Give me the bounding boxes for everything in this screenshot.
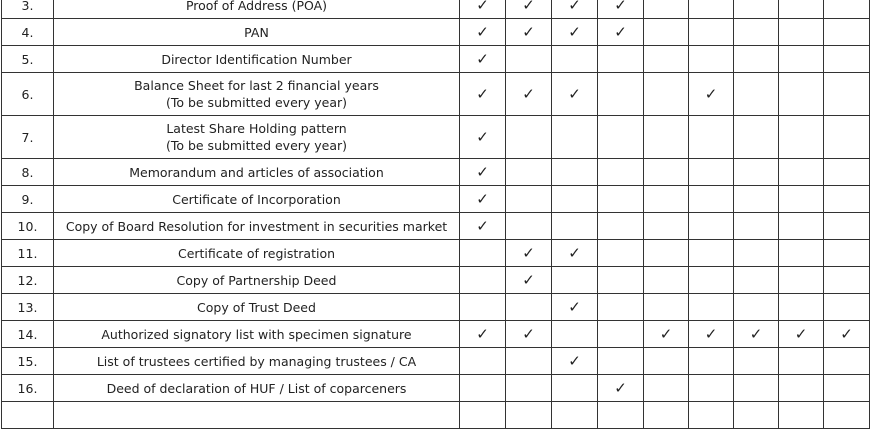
checkmark-cell (460, 19, 506, 46)
empty-cell (644, 213, 689, 240)
empty-cell (824, 267, 870, 294)
empty-cell (552, 321, 598, 348)
checkmark-cell (460, 46, 506, 73)
empty-cell (460, 240, 506, 267)
checkmark-icon: ✓ (568, 22, 581, 41)
document-name-cell (54, 46, 460, 73)
checkmark-icon: ✓ (522, 84, 535, 103)
empty-cell (689, 402, 734, 429)
table-row (2, 46, 870, 73)
empty-cell (506, 116, 552, 159)
empty-cell (689, 46, 734, 73)
empty-cell (779, 348, 824, 375)
document-name-line: Certificate of Incorporation (172, 191, 341, 207)
empty-cell (734, 73, 779, 116)
empty-cell (460, 375, 506, 402)
document-name-line: PAN (244, 24, 269, 40)
document-name-cell (54, 116, 460, 159)
empty-cell (689, 375, 734, 402)
empty-cell (689, 267, 734, 294)
checkmark-cell (506, 73, 552, 116)
empty-cell (824, 186, 870, 213)
empty-cell (552, 186, 598, 213)
checkmark-icon: ✓ (704, 84, 718, 103)
serial-number-cell: 8. (2, 159, 54, 186)
empty-cell (598, 267, 644, 294)
document-name-cell (54, 402, 460, 429)
empty-cell (734, 267, 779, 294)
empty-cell (824, 240, 870, 267)
empty-cell (734, 240, 779, 267)
checkmark-icon: ✓ (476, 49, 489, 68)
empty-cell (598, 402, 644, 429)
empty-cell (779, 46, 824, 73)
document-name-line: (To be submitted every year) (165, 95, 348, 110)
empty-cell (598, 321, 644, 348)
empty-cell (779, 0, 824, 19)
checkmark-icon: ✓ (476, 216, 489, 235)
empty-cell (552, 402, 598, 429)
empty-cell (824, 375, 870, 402)
empty-cell (598, 73, 644, 116)
empty-cell (779, 375, 824, 402)
serial-number-cell: 6. (2, 73, 54, 116)
checkmark-icon: ✓ (568, 297, 581, 316)
empty-cell (644, 402, 689, 429)
empty-cell (689, 294, 734, 321)
empty-cell (779, 402, 824, 429)
serial-number-cell: 10. (2, 213, 54, 240)
empty-cell (734, 19, 779, 46)
empty-cell (824, 294, 870, 321)
empty-cell (506, 46, 552, 73)
table-row (2, 186, 870, 213)
document-name-cell (54, 294, 460, 321)
checkmark-icon: ✓ (568, 351, 581, 370)
empty-cell (506, 159, 552, 186)
empty-cell (460, 348, 506, 375)
empty-cell (598, 348, 644, 375)
empty-cell (506, 348, 552, 375)
serial-number-cell: 14. (2, 321, 54, 348)
empty-cell (734, 294, 779, 321)
checkmark-cell (506, 240, 552, 267)
checkmark-icon: ✓ (840, 324, 853, 343)
empty-cell (598, 240, 644, 267)
checkmark-icon: ✓ (794, 324, 808, 343)
empty-cell (689, 213, 734, 240)
document-name-cell (54, 213, 460, 240)
document-name-cell (54, 19, 460, 46)
empty-cell (552, 213, 598, 240)
document-name-cell (54, 159, 460, 186)
empty-cell (824, 73, 870, 116)
document-name-cell (54, 73, 460, 116)
serial-number-cell: 4. (2, 19, 54, 46)
table-row (2, 159, 870, 186)
empty-cell (506, 186, 552, 213)
empty-cell (598, 186, 644, 213)
empty-cell (644, 73, 689, 116)
table-body (2, 0, 870, 429)
empty-cell (644, 267, 689, 294)
document-name-line: Copy of Partnership Deed (176, 272, 337, 288)
checkmark-cell (460, 0, 506, 19)
checkmark-cell (598, 0, 644, 19)
empty-cell (779, 19, 824, 46)
empty-cell (689, 159, 734, 186)
table-row (2, 348, 870, 375)
checkmark-cell (460, 116, 506, 159)
document-name-line: (To be submitted every year) (165, 138, 348, 153)
checkmark-cell (460, 186, 506, 213)
empty-cell (779, 294, 824, 321)
table-row (2, 19, 870, 46)
empty-cell (552, 375, 598, 402)
empty-cell (644, 159, 689, 186)
empty-cell (779, 159, 824, 186)
empty-cell (460, 402, 506, 429)
empty-cell (506, 213, 552, 240)
empty-cell (598, 294, 644, 321)
serial-number-cell: 13. (2, 294, 54, 321)
empty-cell (734, 159, 779, 186)
empty-cell (552, 46, 598, 73)
empty-cell (644, 375, 689, 402)
empty-cell (734, 0, 779, 19)
empty-cell (598, 116, 644, 159)
table-row (2, 116, 870, 159)
empty-cell (689, 348, 734, 375)
empty-cell (734, 116, 779, 159)
serial-number-cell (2, 402, 54, 429)
checkmark-cell (552, 294, 598, 321)
document-name-cell (54, 348, 460, 375)
checkmark-cell (824, 321, 870, 348)
serial-number-cell: 15. (2, 348, 54, 375)
table-row (2, 375, 870, 402)
empty-cell (779, 240, 824, 267)
serial-number-cell: 11. (2, 240, 54, 267)
empty-cell (824, 348, 870, 375)
table-row (2, 267, 870, 294)
document-name-line: List of trustees certified by managing trustees / CA (96, 353, 417, 369)
empty-cell (779, 267, 824, 294)
checkmark-cell (506, 321, 552, 348)
document-name-cell (54, 375, 460, 402)
serial-number-cell: 7. (2, 116, 54, 159)
empty-cell (824, 116, 870, 159)
document-name-cell (54, 321, 460, 348)
checkmark-cell (460, 159, 506, 186)
checkmark-cell (734, 321, 779, 348)
checkmark-cell (689, 73, 734, 116)
empty-cell (734, 375, 779, 402)
document-name-line: Memorandum and articles of association (129, 164, 384, 180)
checkmark-cell (460, 321, 506, 348)
checkmark-cell (552, 348, 598, 375)
checkmark-cell (460, 73, 506, 116)
empty-cell (506, 294, 552, 321)
empty-cell (824, 46, 870, 73)
checkmark-cell (552, 240, 598, 267)
checkmark-cell (460, 213, 506, 240)
checkmark-icon: ✓ (476, 0, 489, 14)
empty-cell (824, 159, 870, 186)
document-name-line: Deed of declaration of HUF / List of coparceners (106, 380, 407, 396)
empty-cell (644, 186, 689, 213)
serial-number-cell: 9. (2, 186, 54, 213)
empty-cell (824, 213, 870, 240)
document-name-cell (54, 0, 460, 19)
table-row (2, 240, 870, 267)
checkmark-icon: ✓ (476, 324, 489, 343)
document-name-line: Proof of Address (POA) (185, 0, 328, 13)
checkmark-cell (779, 321, 824, 348)
document-checklist-table (1, 0, 870, 429)
checkmark-cell (506, 0, 552, 19)
empty-cell (598, 213, 644, 240)
checkmark-cell (506, 267, 552, 294)
checkmark-icon: ✓ (522, 324, 535, 343)
checkmark-icon: ✓ (522, 0, 535, 14)
table-row (2, 73, 870, 116)
empty-cell (644, 0, 689, 19)
checkmark-icon: ✓ (522, 22, 535, 41)
document-name-cell (54, 186, 460, 213)
empty-cell (644, 46, 689, 73)
empty-cell (689, 186, 734, 213)
empty-cell (824, 402, 870, 429)
checkmark-icon: ✓ (522, 270, 535, 289)
empty-cell (506, 375, 552, 402)
empty-cell (644, 19, 689, 46)
document-name-line: Copy of Board Resolution for investment in securities market (65, 218, 448, 234)
checkmark-icon: ✓ (476, 162, 489, 181)
document-name-line: Latest Share Holding pattern (166, 121, 347, 136)
checkmark-cell (552, 0, 598, 19)
empty-cell (552, 267, 598, 294)
table-row (2, 213, 870, 240)
empty-cell (644, 240, 689, 267)
empty-cell (689, 0, 734, 19)
empty-cell (598, 46, 644, 73)
empty-cell (552, 159, 598, 186)
checkmark-icon: ✓ (568, 0, 581, 14)
checkmark-cell (506, 19, 552, 46)
checkmark-icon: ✓ (476, 127, 489, 146)
empty-cell (689, 240, 734, 267)
empty-cell (734, 402, 779, 429)
empty-cell (460, 267, 506, 294)
empty-cell (689, 19, 734, 46)
checkmark-cell (552, 19, 598, 46)
document-name-line: Certificate of registration (177, 245, 336, 261)
checkmark-icon: ✓ (476, 22, 489, 41)
empty-cell (644, 116, 689, 159)
document-name-cell (54, 267, 460, 294)
document-name-line: Director Identification Number (161, 51, 352, 67)
empty-cell (824, 19, 870, 46)
document-name-line: Copy of Trust Deed (197, 299, 316, 315)
empty-cell (598, 159, 644, 186)
empty-cell (506, 402, 552, 429)
empty-cell (734, 46, 779, 73)
empty-cell (779, 186, 824, 213)
checkmark-cell (598, 19, 644, 46)
checkmark-cell (644, 321, 689, 348)
checkmark-cell (689, 321, 734, 348)
checkmark-icon: ✓ (522, 243, 535, 262)
table-row (2, 321, 870, 348)
checkmark-icon: ✓ (568, 84, 581, 103)
serial-number-cell: 12. (2, 267, 54, 294)
serial-number-cell: 3. (2, 0, 54, 19)
checkmark-icon: ✓ (476, 84, 489, 103)
checkmark-icon: ✓ (704, 324, 718, 343)
empty-cell (552, 116, 598, 159)
checkmark-icon: ✓ (749, 324, 763, 343)
checkmark-icon: ✓ (614, 378, 627, 397)
checkmark-cell (598, 375, 644, 402)
checkmark-icon: ✓ (614, 0, 627, 14)
checkmark-icon: ✓ (659, 324, 673, 343)
serial-number-cell: 5. (2, 46, 54, 73)
empty-cell (460, 294, 506, 321)
table-row (2, 0, 870, 19)
checkmark-cell (552, 73, 598, 116)
checkmark-icon: ✓ (614, 22, 627, 41)
empty-cell (779, 213, 824, 240)
empty-cell (779, 116, 824, 159)
empty-cell (824, 0, 870, 19)
table-row (2, 402, 870, 429)
empty-cell (644, 294, 689, 321)
checkmark-icon: ✓ (568, 243, 581, 262)
empty-cell (734, 213, 779, 240)
document-name-line: Balance Sheet for last 2 financial years (134, 78, 379, 93)
empty-cell (734, 186, 779, 213)
empty-cell (779, 73, 824, 116)
document-name-cell (54, 240, 460, 267)
empty-cell (689, 116, 734, 159)
table-row (2, 294, 870, 321)
serial-number-cell: 16. (2, 375, 54, 402)
document-name-line: Authorized signatory list with specimen signature (101, 326, 412, 342)
empty-cell (734, 348, 779, 375)
empty-cell (644, 348, 689, 375)
checkmark-icon: ✓ (476, 189, 489, 208)
